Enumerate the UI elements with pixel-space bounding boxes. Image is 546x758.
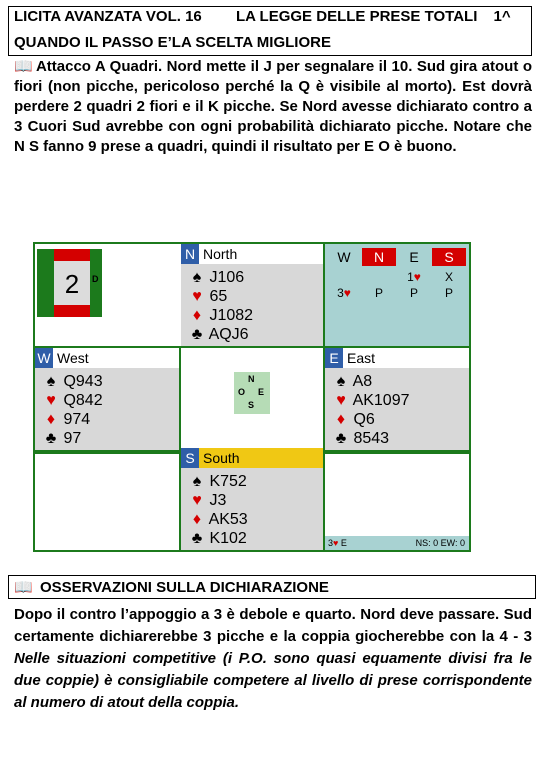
- spade-icon: ♠: [192, 473, 202, 490]
- heart-icon: ♥: [192, 288, 202, 305]
- result-box: [325, 454, 469, 550]
- observations-italic: Nelle situazioni competitive (i P.O. sono quasi equamente divisi fra le due coppie) è consigliabile competere al livello di prese corrispondente al numero di atout della coppia.: [14, 650, 532, 711]
- seat-name-north: North: [203, 246, 238, 262]
- intro-paragraph: [14, 57, 532, 157]
- compass: [234, 372, 270, 414]
- page-marker: 1^: [493, 8, 511, 25]
- west-hearts: ♥ Q842: [43, 391, 103, 410]
- south-spades: ♠ K752: [189, 472, 247, 491]
- bid-header-e: E: [409, 249, 419, 265]
- seat-tag-north: N: [181, 244, 199, 264]
- seat-name-west: West: [57, 350, 89, 366]
- bid-header-w: W: [337, 249, 351, 265]
- heart-icon: ♥: [413, 270, 421, 284]
- north-hearts: ♥ 65: [189, 287, 227, 306]
- heart-icon: ♥: [46, 392, 56, 409]
- heart-icon: ♥: [192, 492, 202, 509]
- west-diamonds: ♦ 974: [43, 410, 90, 429]
- compass-s: S: [248, 400, 255, 410]
- heart-icon: ♥: [336, 392, 346, 409]
- score: NS: 0 EW: 0: [415, 538, 465, 548]
- bid-west-2: 3♥: [337, 286, 351, 300]
- bridge-board: [33, 242, 471, 552]
- book-icon: 📖: [14, 579, 33, 596]
- hand-header-west: [35, 348, 179, 368]
- east-clubs: ♣ 8543: [333, 429, 389, 448]
- club-icon: ♣: [191, 530, 203, 547]
- seat-name-east: East: [347, 350, 376, 366]
- diamond-icon: ♦: [192, 511, 202, 528]
- seat-tag-south: S: [181, 448, 199, 468]
- club-icon: ♣: [45, 430, 57, 447]
- observations-paragraph: [14, 604, 532, 714]
- east-hearts: ♥ AK1097: [333, 391, 410, 410]
- compass-e: E: [258, 387, 265, 397]
- spade-icon: ♠: [46, 373, 56, 390]
- bid-east-1: 1♥: [407, 270, 421, 284]
- spade-icon: ♠: [336, 373, 346, 390]
- bid-header-n: N: [362, 248, 396, 266]
- heart-icon: ♥: [343, 286, 351, 300]
- board-number: 2: [64, 269, 80, 299]
- north-spades: ♠ J106: [189, 268, 244, 287]
- east-spades: ♠ A8: [333, 372, 372, 391]
- north-diamonds: ♦ J1082: [189, 306, 253, 325]
- bid-south-1: X: [444, 270, 453, 284]
- compass-o: O: [238, 387, 246, 397]
- spade-icon: ♠: [192, 269, 202, 286]
- hand-south: [181, 448, 323, 550]
- observations-text: Dopo il contro l’appoggio a 3 è debole e quarto. Nord deve passare. Sud certamente dichiarerebbe 3 picche e la coppia giocherebbe con la 4 - 3: [14, 606, 532, 645]
- hand-header-south: [181, 448, 323, 468]
- south-diamonds: ♦ AK53: [189, 510, 248, 529]
- hand-west: [35, 348, 179, 450]
- book-icon: 📖: [14, 58, 33, 75]
- intro-text: Attacco A Quadri. Nord mette il J per segnalare il 10. Sud gira atout o fiori (non picche, pericoloso perché la Q è visibile al morto). Est dovrà perdere 2 quadri 2 fiori e il K picche. Se Nord avesse dichiarato contro a 3 Cuori Sud avrebbe con ogni probabilità dichiarato picche. Notare che N S fanno 9 prese a quadri, quindi il risultato per E O è buono.: [14, 58, 532, 155]
- south-clubs: ♣ K102: [189, 529, 247, 548]
- book-title: LICITA AVANZATA VOL. 16: [14, 8, 202, 25]
- seat-name-south: South: [203, 450, 240, 466]
- seat-tag-west: W: [35, 348, 53, 368]
- hand-east: [325, 348, 469, 450]
- result-bar: [325, 536, 469, 550]
- compass-n: N: [248, 374, 255, 384]
- empty-corner: [35, 454, 179, 550]
- diamond-icon: ♦: [336, 411, 346, 428]
- hand-north: [181, 244, 323, 346]
- hand-header-north: [181, 244, 323, 264]
- bid-east-2: P: [409, 286, 418, 300]
- diamond-icon: ♦: [46, 411, 56, 428]
- hand-header-east: [325, 348, 469, 368]
- west-spades: ♠ Q943: [43, 372, 103, 391]
- east-diamonds: ♦ Q6: [333, 410, 375, 429]
- title-line: [14, 8, 511, 25]
- north-clubs: ♣ AQJ6: [189, 325, 249, 344]
- bidding-box: [325, 244, 469, 346]
- diamond-icon: ♦: [192, 307, 202, 324]
- bid-north-2: P: [374, 286, 383, 300]
- chapter-title: LA LEGGE DELLE PRESE TOTALI: [235, 8, 478, 25]
- observations-title: 📖 OSSERVAZIONI SULLA DICHIARAZIONE: [14, 579, 329, 596]
- section-subtitle: QUANDO IL PASSO E’LA SCELTA MIGLIORE: [14, 34, 331, 51]
- west-clubs: ♣ 97: [43, 429, 81, 448]
- bid-header-s: S: [432, 248, 466, 266]
- dealer-box: [35, 244, 181, 346]
- club-icon: ♣: [191, 326, 203, 343]
- final-contract: 3♥ E: [328, 538, 347, 548]
- dealer-letter: D: [92, 274, 99, 284]
- heart-icon: ♥: [333, 538, 339, 548]
- seat-tag-east: E: [325, 348, 343, 368]
- bid-south-2: P: [444, 286, 453, 300]
- club-icon: ♣: [335, 430, 347, 447]
- south-hearts: ♥ J3: [189, 491, 226, 510]
